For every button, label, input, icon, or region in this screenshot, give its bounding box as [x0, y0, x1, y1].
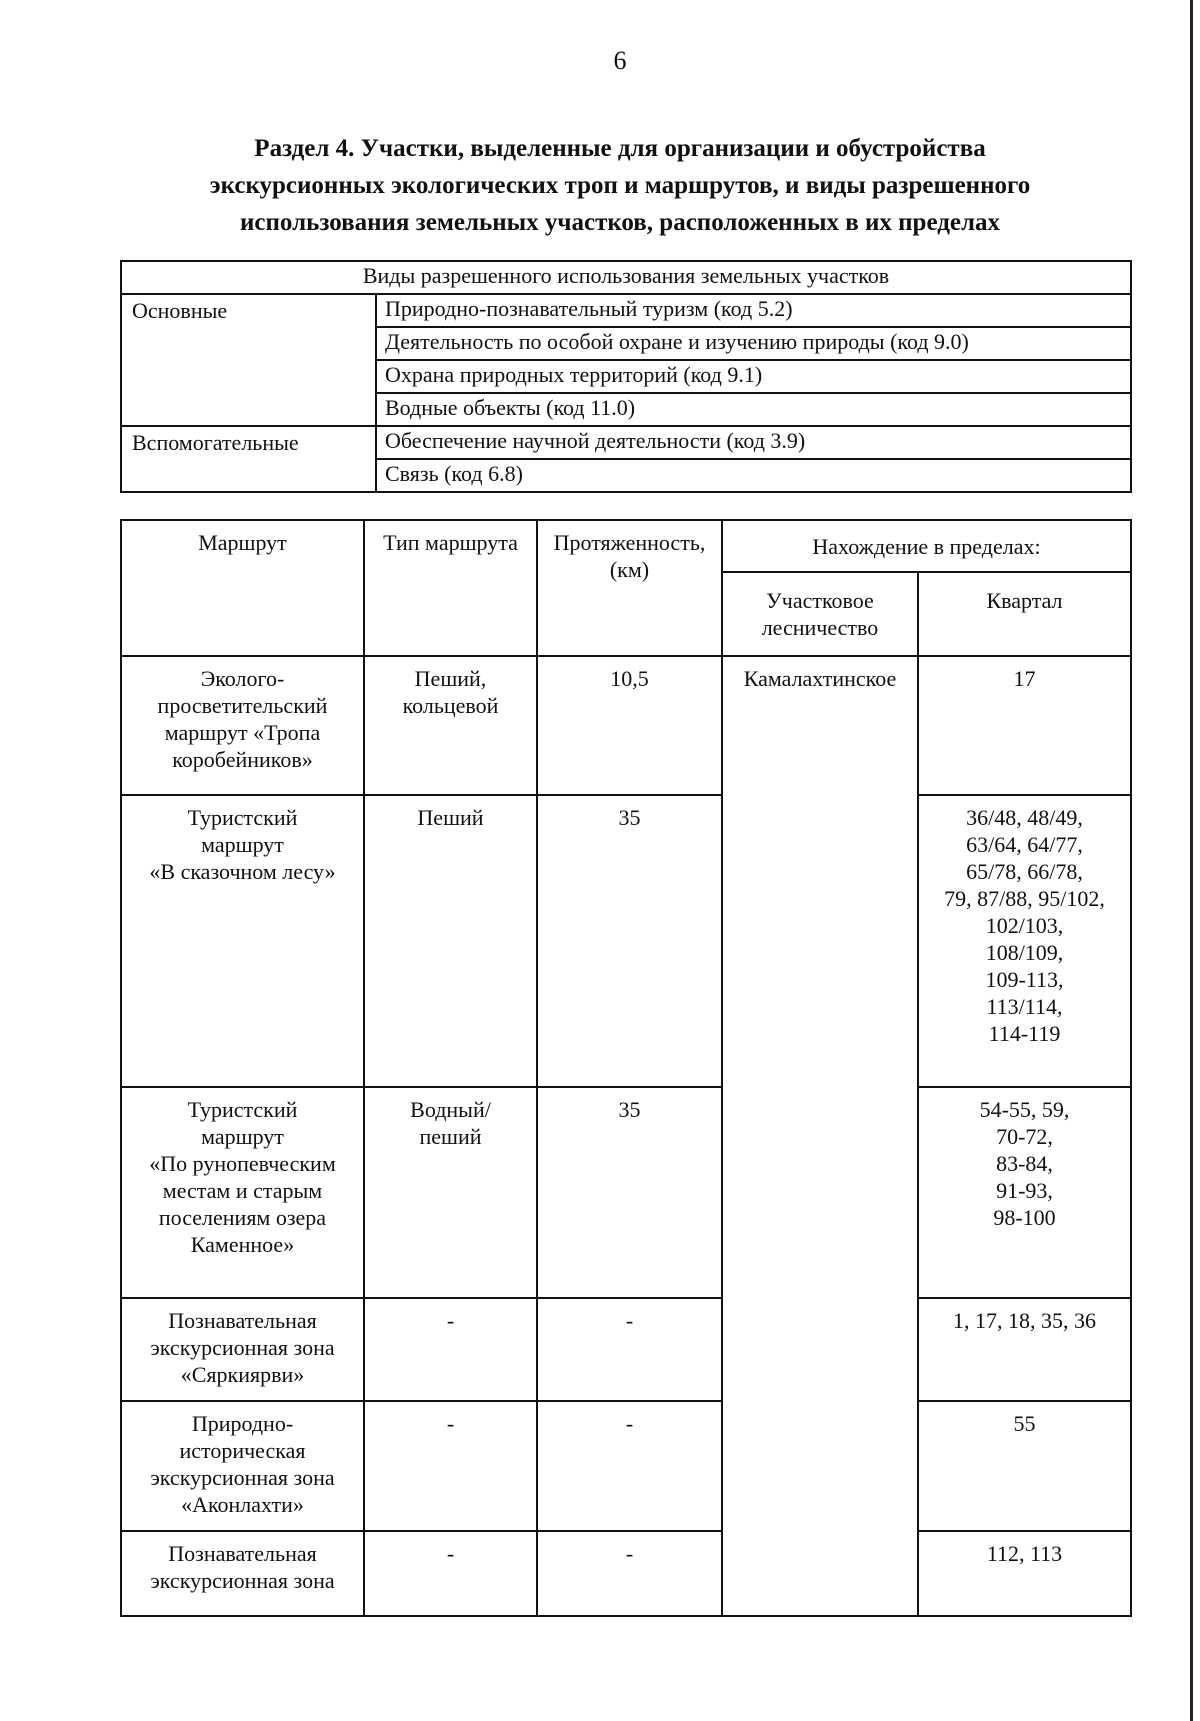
main-use-item: Водные объекты (код 11.0): [376, 393, 1131, 426]
route-quarter: 36/48, 48/49, 63/64, 64/77, 65/78, 66/78, 79, 87/88, 95/102, 102/103, 108/109, 109-113, 113/114, 114-119: [918, 795, 1131, 1087]
route-type: -: [364, 1531, 537, 1616]
forestry-value: Камалахтинское: [722, 656, 918, 1616]
route-name: Познавательная экскурсионная зона «Сяркиярви»: [121, 1298, 364, 1401]
page-number: 6: [613, 46, 627, 75]
main-use-item: Деятельность по особой охране и изучению природы (код 9.0): [376, 327, 1131, 360]
header-location: Нахождение в пределах:: [722, 520, 1131, 572]
header-type: Тип маршрута: [364, 520, 537, 656]
header-forestry: Участковое лесничество: [722, 572, 918, 656]
route-type: -: [364, 1298, 537, 1401]
section-title-line: экскурсионных экологических троп и маршрутов, и виды разрешенного: [209, 172, 1031, 199]
header-quarter: Квартал: [918, 572, 1131, 656]
route-name: Эколого- просветительский маршрут «Тропа коробейников»: [121, 656, 364, 795]
aux-use-label: Вспомогательные: [121, 426, 376, 492]
route-quarter: 55: [918, 1401, 1131, 1531]
section-title: [140, 130, 1100, 241]
route-length: 35: [537, 795, 722, 1087]
main-use-label: Основные: [121, 294, 376, 426]
route-length: 10,5: [537, 656, 722, 795]
route-length: 35: [537, 1087, 722, 1298]
main-use-item: Природно-познавательный туризм (код 5.2): [376, 294, 1131, 327]
route-name: Туристский маршрут «В сказочном лесу»: [121, 795, 364, 1087]
route-type: Пеший, кольцевой: [364, 656, 537, 795]
route-quarter: 54-55, 59, 70-72, 83-84, 91-93, 98-100: [918, 1087, 1131, 1298]
route-quarter: 17: [918, 656, 1131, 795]
route-length: -: [537, 1401, 722, 1531]
route-length: -: [537, 1531, 722, 1616]
main-use-item: Охрана природных территорий (код 9.1): [376, 360, 1131, 393]
page-edge-line: [1190, 0, 1193, 1721]
section-title-line: Раздел 4. Участки, выделенные для организации и обустройства: [254, 135, 986, 162]
header-route: Маршрут: [121, 520, 364, 656]
land-use-table: [120, 260, 1132, 493]
route-name: Познавательная экскурсионная зона: [121, 1531, 364, 1616]
route-type: Водный/ пеший: [364, 1087, 537, 1298]
header-length: Протяженность, (км): [537, 520, 722, 656]
route-quarter: 1, 17, 18, 35, 36: [918, 1298, 1131, 1401]
route-length: -: [537, 1298, 722, 1401]
route-name: Туристский маршрут «По рунопевческим местам и старым поселениям озера Каменное»: [121, 1087, 364, 1298]
aux-use-item: Обеспечение научной деятельности (код 3.9): [376, 426, 1131, 459]
route-quarter: 112, 113: [918, 1531, 1131, 1616]
route-name: Природно- историческая экскурсионная зона «Аконлахти»: [121, 1401, 364, 1531]
routes-table: [120, 519, 1132, 1617]
land-use-header: Виды разрешенного использования земельных участков: [121, 261, 1131, 294]
route-type: Пеший: [364, 795, 537, 1087]
route-type: -: [364, 1401, 537, 1531]
section-title-line: использования земельных участков, расположенных в их пределах: [240, 209, 1000, 236]
aux-use-item: Связь (код 6.8): [376, 459, 1131, 492]
